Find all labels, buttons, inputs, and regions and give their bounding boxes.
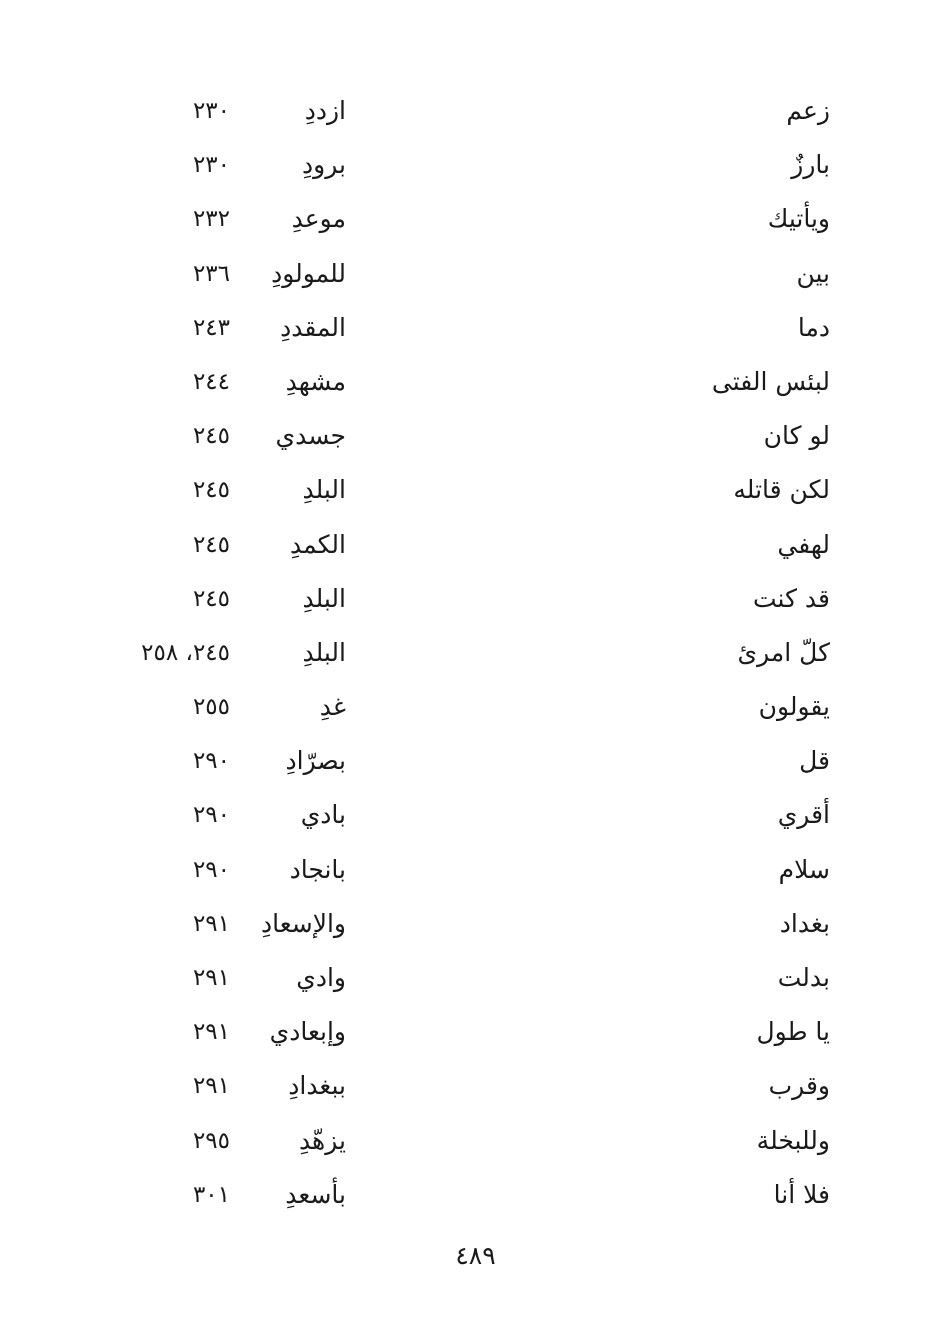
verse-rhyme-word: البلدِ bbox=[302, 475, 346, 505]
page-reference: ٢٤٥ bbox=[192, 423, 230, 450]
page-reference: ٢٣٢ bbox=[192, 206, 230, 233]
page-reference: ٢٩١ bbox=[192, 1019, 230, 1046]
verse-rhyme-word: برودِ bbox=[302, 150, 346, 180]
verse-rhyme-word: بصرّادِ bbox=[285, 746, 346, 776]
verse-rhyme-word: البلدِ bbox=[302, 637, 346, 667]
page-reference: ٣٠١ bbox=[192, 1181, 230, 1208]
verse-first-word: وقرب bbox=[768, 1071, 830, 1101]
verse-rhyme-word: بانجاد bbox=[289, 854, 346, 884]
index-row bbox=[0, 1114, 951, 1168]
verse-first-word: لهفي bbox=[777, 529, 830, 559]
verse-first-word: يقولون bbox=[758, 692, 830, 722]
verse-rhyme-word: المقددِ bbox=[280, 312, 346, 342]
index-row bbox=[0, 192, 951, 246]
index-row bbox=[0, 1005, 951, 1059]
verse-rhyme-word: بأسعدِ bbox=[285, 1179, 346, 1209]
page-reference: ٢٣٠ bbox=[192, 98, 230, 124]
index-row bbox=[0, 680, 951, 734]
verse-first-word: دما bbox=[797, 312, 830, 342]
verse-rhyme-word: وادي bbox=[296, 963, 346, 992]
page-reference: ٢٤٥ bbox=[192, 477, 230, 504]
index-row bbox=[0, 138, 951, 192]
index-row bbox=[0, 1059, 951, 1113]
page-reference: ٢٩٠ bbox=[192, 802, 230, 829]
verse-rhyme-word: يزهّدِ bbox=[298, 1125, 346, 1155]
verse-first-word: أقري bbox=[777, 800, 830, 830]
verse-rhyme-word: جسدي bbox=[275, 421, 346, 451]
page-reference: ٢٤٣ bbox=[192, 314, 230, 341]
verse-rhyme-word: الكمدِ bbox=[290, 529, 346, 559]
index-row bbox=[0, 463, 951, 517]
index-row bbox=[0, 355, 951, 409]
verse-rhyme-word: والإسعادِ bbox=[260, 908, 346, 938]
index-row bbox=[0, 734, 951, 788]
verse-rhyme-word: غدِ bbox=[319, 692, 346, 722]
page-reference: ٢٩٠ bbox=[192, 748, 230, 775]
page-reference: ٢٩٠ bbox=[192, 856, 230, 883]
verse-first-word: ويأتيك bbox=[767, 204, 830, 234]
verse-first-word: بغداد bbox=[779, 908, 830, 938]
verse-first-word: كلّ امرئ bbox=[737, 637, 830, 667]
verse-first-word: بارزٌ bbox=[791, 150, 830, 180]
page-reference: ٢٤٤ bbox=[192, 368, 230, 395]
verse-first-word: بدلت bbox=[777, 963, 830, 992]
verse-rhyme-word: للمولودِ bbox=[271, 258, 346, 288]
index-row bbox=[0, 518, 951, 572]
index-row bbox=[0, 626, 951, 680]
page-number: ٤٨٩ bbox=[455, 1241, 496, 1270]
index-row bbox=[0, 1168, 951, 1222]
index-row bbox=[0, 843, 951, 897]
verse-rhyme-word: ببغدادِ bbox=[288, 1071, 346, 1101]
verse-first-word: زعم bbox=[786, 96, 830, 125]
verse-first-word: قل bbox=[799, 746, 830, 776]
verse-rhyme-word: ازددِ bbox=[304, 96, 346, 125]
verse-index-table bbox=[0, 84, 951, 1222]
index-row bbox=[0, 897, 951, 951]
index-row bbox=[0, 572, 951, 626]
page-reference: ٢٤٥، ٢٥٨ bbox=[141, 639, 230, 666]
index-row bbox=[0, 301, 951, 355]
verse-first-word: لبئس الفتى bbox=[711, 366, 830, 396]
index-row bbox=[0, 951, 951, 1005]
page-reference: ٢٣٦ bbox=[192, 260, 230, 287]
verse-first-word: بين bbox=[796, 258, 830, 288]
verse-rhyme-word: موعدِ bbox=[291, 204, 346, 234]
page-reference: ٢٩٥ bbox=[192, 1127, 230, 1154]
verse-rhyme-word: وإبعادي bbox=[269, 1017, 346, 1047]
index-row bbox=[0, 247, 951, 301]
verse-first-word: سلام bbox=[778, 854, 830, 884]
page-reference: ٢٤٥ bbox=[192, 531, 230, 558]
verse-rhyme-word: البلدِ bbox=[302, 583, 346, 613]
index-row bbox=[0, 788, 951, 842]
index-row bbox=[0, 84, 951, 138]
page-reference: ٢٣٠ bbox=[192, 152, 230, 179]
verse-first-word: وللبخلة bbox=[756, 1125, 830, 1155]
verse-first-word: قد كنت bbox=[752, 583, 830, 613]
verse-rhyme-word: مشهدِ bbox=[285, 366, 346, 396]
verse-first-word: لكن قاتله bbox=[733, 475, 830, 505]
page-reference: ٢٩١ bbox=[192, 1073, 230, 1100]
index-row bbox=[0, 409, 951, 463]
page-reference: ٢٥٥ bbox=[192, 694, 230, 721]
page-reference: ٢٩١ bbox=[192, 910, 230, 937]
verse-first-word: لو كان bbox=[763, 421, 830, 451]
page-reference: ٢٤٥ bbox=[192, 585, 230, 612]
verse-rhyme-word: بادي bbox=[300, 800, 346, 830]
verse-first-word: فلا أنا bbox=[773, 1179, 830, 1209]
verse-first-word: يا طول bbox=[756, 1017, 830, 1047]
page-reference: ٢٩١ bbox=[192, 965, 230, 991]
